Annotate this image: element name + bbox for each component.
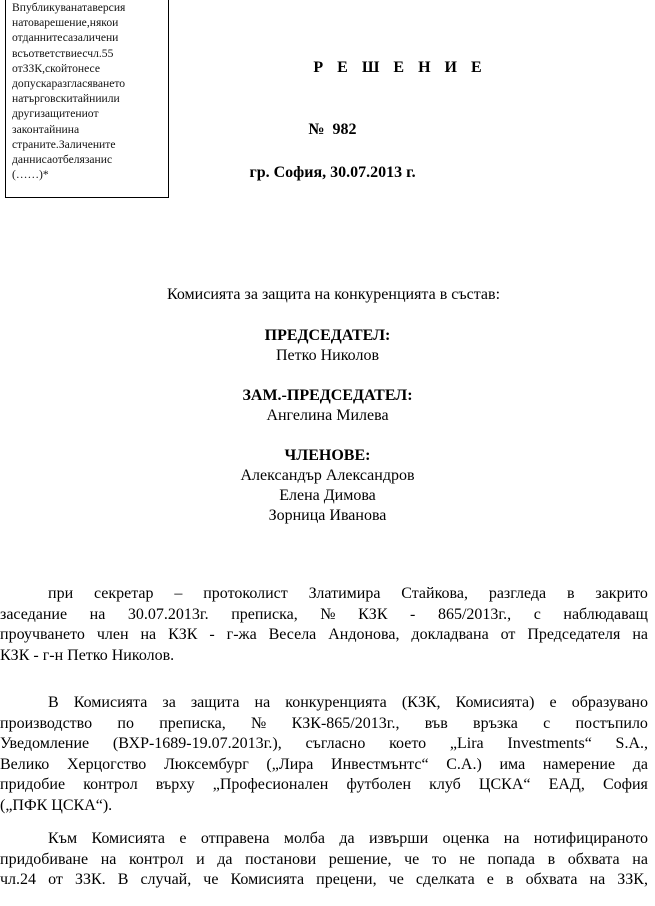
paragraph-line: придобиване на контрол и да постанови решение, че то не попада в обхвата на	[0, 850, 648, 868]
document-title: Р Е Ш Е Н И Е	[313, 59, 487, 76]
member-name: Елена Димова	[279, 487, 376, 504]
note-line: (……)*	[12, 168, 49, 182]
paragraph-line: („ПФК ЦСКА“).	[0, 796, 113, 814]
paragraph-line: Уведомление (ВХР-1689-19.07.2013г.), съгласно което „Lira Investments“ S.A.,	[0, 735, 648, 752]
member-name: Зорница Иванова	[268, 507, 387, 524]
decision-number	[0, 121, 655, 139]
paragraph-proceedings	[0, 693, 648, 816]
place-date: гр. София, 30.07.2013 г.	[249, 164, 416, 181]
member-name: Александър Александров	[240, 467, 415, 484]
note-line: законтайнина	[12, 122, 80, 136]
paragraph-secretary	[0, 584, 648, 666]
paragraph-request	[0, 829, 648, 891]
members-label: ЧЛЕНОВЕ:	[284, 447, 371, 464]
paragraph-line: чл.24 от ЗЗК. В случай, че Комисията прецени, че сделката е в обхвата на ЗЗК,	[0, 871, 648, 888]
paragraph-line: Велико Херцогство Люксембург („Лира Инвестмънтс“ С.А.) има намерение да	[0, 755, 648, 773]
paragraph-line: при секретар – протоколист Златимира Стайкова, разгледа в закрито	[48, 585, 648, 602]
composition	[0, 326, 655, 526]
composition-intro: Комисията за защита на конкуренцията в състав:	[166, 286, 501, 303]
note-line: отЗЗК,скойтонесе	[12, 61, 100, 75]
paragraph-line: производство по преписка, № КЗК-865/2013г., във връзка с постъпило	[0, 714, 648, 732]
chairman-name: Петко Николов	[275, 347, 379, 364]
paragraph-line: заседание на 30.07.2013г. преписка, № КЗК - 865/2013г., с наблюдаващ	[0, 605, 648, 623]
deputy-label: ЗАМ.-ПРЕДСЕДАТЕЛ:	[242, 387, 413, 404]
note-line: другизащитениот	[12, 107, 99, 121]
note-line: страните.Заличените	[12, 137, 116, 151]
paragraph-line: придобие контрол върху „Професионален футболен клуб ЦСКА“ ЕАД, София	[0, 776, 648, 793]
note-line: допускаразгласяването	[12, 77, 126, 91]
paragraph-line: КЗК - г-н Петко Николов.	[0, 646, 175, 664]
number-value: 982	[332, 121, 357, 138]
note-line: даннисаотбелязанис	[12, 153, 113, 167]
deputy-name: Ангелина Милева	[266, 407, 389, 424]
paragraph-line: В Комисията за защита на конкуренцията (КЗК, Комисията) е образувано	[48, 694, 648, 711]
note-line: всъответствиесчл.55	[12, 46, 114, 60]
paragraph-line: проучването член на КЗК - г-жа Весела Андонова, докладвана от Председателя на	[0, 626, 648, 643]
note-line: отданнитесазаличени	[12, 31, 119, 45]
note-line: натърговскитайниили	[12, 92, 120, 106]
number-sign: №	[308, 121, 325, 138]
chairman-label: ПРЕДСЕДАТЕЛ:	[264, 327, 391, 344]
paragraph-line: Към Комисията е отправена молба да извърши оценка на нотифицираното	[48, 830, 648, 847]
note-line: натоварешение,някои	[12, 16, 119, 30]
note-line: Впубликуванатаверсия	[12, 1, 126, 14]
